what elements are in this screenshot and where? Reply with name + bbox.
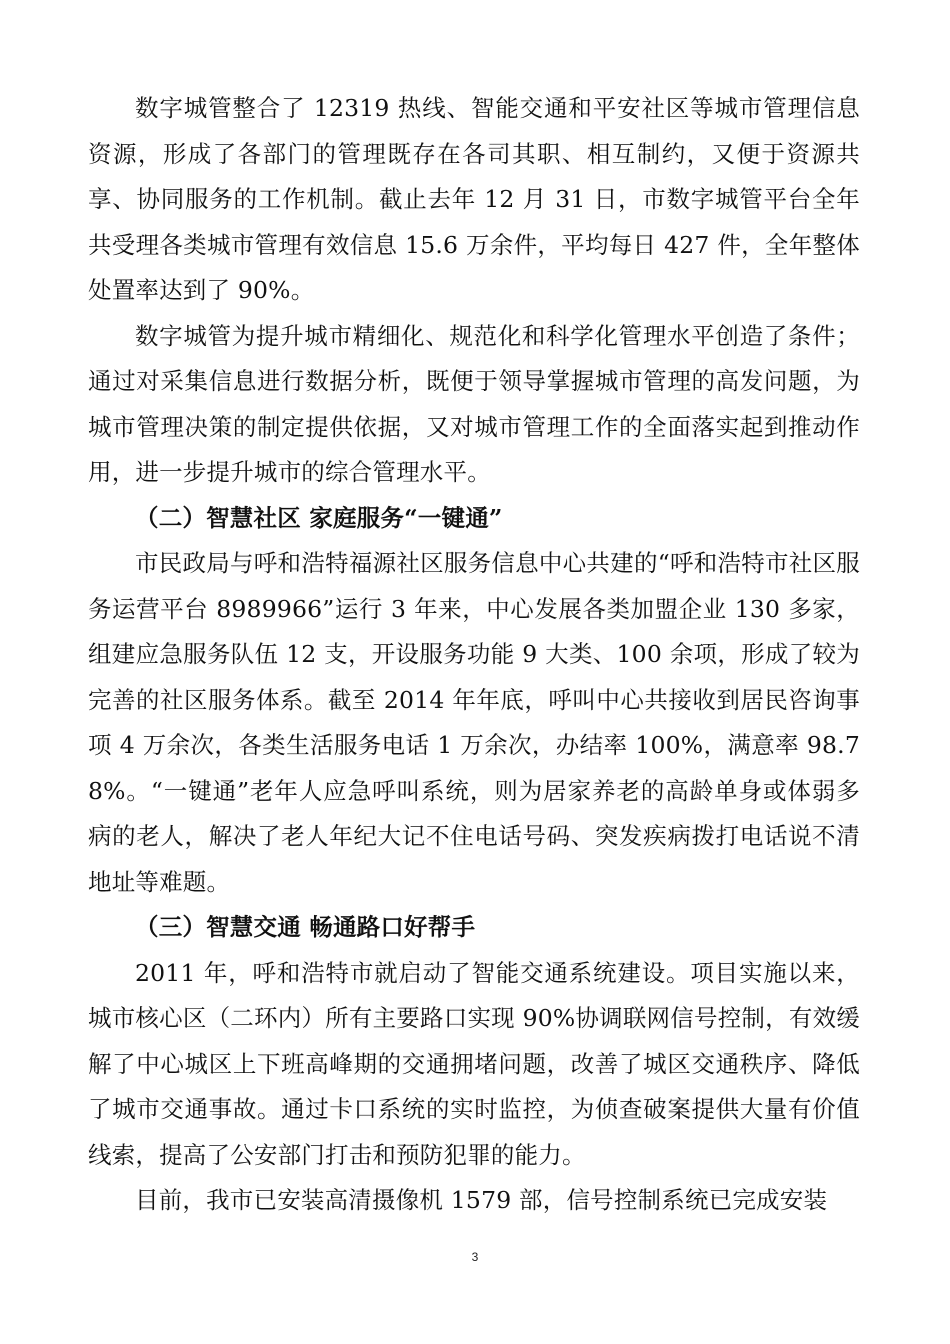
paragraph-community-service-platform: 市民政局与呼和浩特福源社区服务信息中心共建的“呼和浩特市社区服务运营平台 8989966”运行 3 年来，中心发展各类加盟企业 130 多家，组建应急服务队伍 12 支，开设服务功能 9 大类、100 余项，形成了较为完善的社区服务体系。截至 2014 年年底，呼叫中心共接收到居民咨询事项 4 万余次，各类生活服务电话 1 万余次，办结率 100%，满意率 98.78%。“一键通”老年人应急呼叫系统，则为居家养老的高龄单身或体弱多病的老人，解决了老人年纪大记不住电话号码、突发疾病拨打电话说不清地址等难题。 — [88, 549, 860, 896]
page-body — [88, 86, 860, 1224]
paragraph-intelligent-traffic-system: 2011 年，呼和浩特市就启动了智能交通系统建设。项目实施以来，城市核心区（二环内）所有主要路口实现 90%协调联网信号控制，有效缓解了中心城区上下班高峰期的交通拥堵问题，改善了城区交通秩序、降低了城市交通事故。通过卡口系统的实时监控，为侦查破案提供大量有价值线索，提高了公安部门打击和预防犯罪的能力。 — [88, 958, 860, 1169]
paragraph-digital-city-benefits: 数字城管为提升城市精细化、规范化和科学化管理水平创造了条件；通过对采集信息进行数据分析，既便于领导掌握城市管理的高发问题，为城市管理决策的制定提供依据，又对城市管理工作的全面落实起到推动作用，进一步提升城市的综合管理水平。 — [88, 321, 860, 486]
paragraph-camera-installation: 目前，我市已安装高清摄像机 1579 部，信号控制系统已完成安装 — [135, 1186, 828, 1214]
paragraph-digital-city-management: 数字城管整合了 12319 热线、智能交通和平安社区等城市管理信息资源，形成了各部门的管理既存在各司其职、相互制约，又便于资源共享、协同服务的工作机制。截止去年 12 月 31 日，市数字城管平台全年共受理各类城市管理有效信息 15.6 万余件，平均每日 427 件，全年整体处置率达到了 90%。 — [88, 94, 860, 304]
section-heading-smart-transport: （三）智慧交通 畅通路口好帮手 — [135, 913, 476, 941]
page-number: 3 — [471, 1250, 479, 1264]
section-heading-smart-community: （二）智慧社区 家庭服务“一键通” — [135, 503, 503, 532]
